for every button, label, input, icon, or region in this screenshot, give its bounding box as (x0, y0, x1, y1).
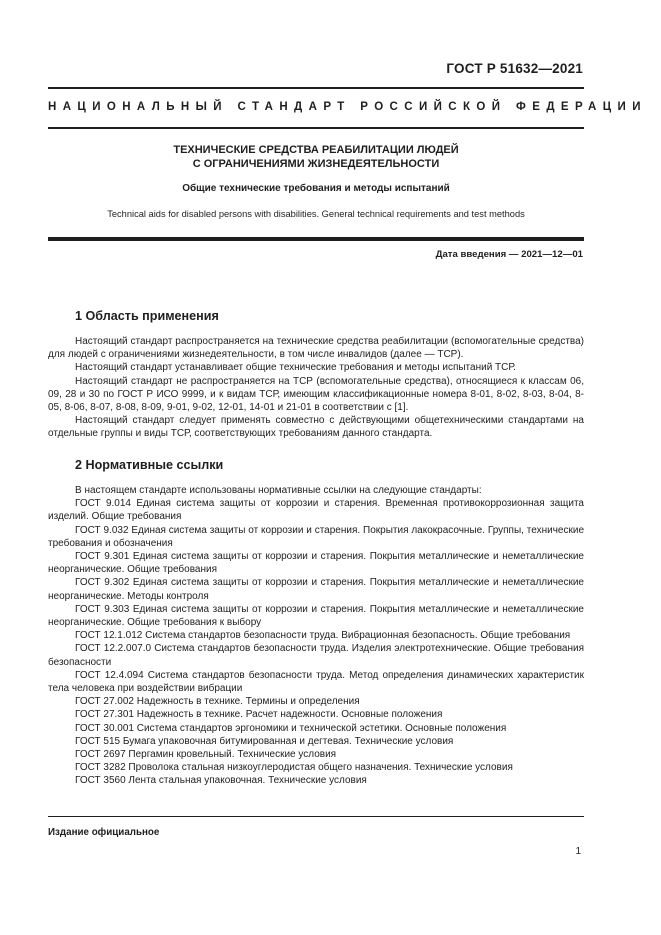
reference-item: ГОСТ 9.303 Единая система защиты от коррозии и старения. Покрытия металлические и неметаллические неорганические. Общие требования к выбору (48, 603, 584, 629)
middle-rule (48, 127, 584, 129)
page-number: 1 (575, 846, 581, 857)
section-1-body (48, 335, 584, 441)
paragraph: Настоящий стандарт устанавливает общие технические требования и методы испытаний ТСР. (75, 362, 516, 374)
section-2-body (48, 484, 584, 788)
introduction-date: Дата введения — 2021—12—01 (435, 249, 583, 260)
reference-item: ГОСТ 2697 Пергамин кровельный. Технические условия (75, 749, 337, 761)
reference-item: ГОСТ 9.302 Единая система защиты от коррозии и старения. Покрытия металлические и неметаллические неорганические. Методы контроля (48, 577, 584, 602)
national-standard-heading: НАЦИОНАЛЬНЫЙ СТАНДАРТ РОССИЙСКОЙ ФЕДЕРАЦИИ (48, 101, 647, 113)
title-line-1: ТЕХНИЧЕСКИЕ СРЕДСТВА РЕАБИЛИТАЦИИ ЛЮДЕЙ (173, 144, 459, 156)
paragraph: Настоящий стандарт не распространяется на ТСР (вспомогательные средства), относящиеся к классам 06, 09, 28 и 30 по ГОСТ Р ИСО 9999, и к видам ТСР, имеющим классификационные номера 8-01, 8-02, 8-03, 8-04, 8-05, 8-06, 8-07, 8-08, 8-09, 9-01, 9-02, 12-01, 14-01 и 21-01 в соответствии с [1]. (48, 375, 584, 414)
reference-item: ГОСТ 12.2.007.0 Система стандартов безопасности труда. Изделия электротехнические. Общие требования безопасности (48, 643, 584, 668)
reference-item: ГОСТ 9.032 Единая система защиты от коррозии и старения. Покрытия лакокрасочные. Группы, технические требования и обозначения (48, 524, 584, 549)
reference-item: ГОСТ 9.014 Единая система защиты от коррозии и старения. Временная противокоррозионная защита изделий. Общие требования (48, 498, 584, 523)
section-1-heading: 1 Область применения (75, 309, 219, 323)
reference-item: ГОСТ 3282 Проволока стальная низкоуглеродистая общего назначения. Технические условия (75, 762, 513, 774)
reference-item: ГОСТ 30.001 Система стандартов эргономики и технической эстетики. Основные положения (75, 722, 507, 734)
footer-rule (48, 816, 584, 817)
reference-item: ГОСТ 9.301 Единая система защиты от коррозии и старения. Покрытия металлические и неметаллические неорганические. Общие требования (48, 551, 584, 576)
thick-rule (48, 237, 584, 241)
title-line-2: С ОГРАНИЧЕНИЯМИ ЖИЗНЕДЕЯТЕЛЬНОСТИ (192, 158, 440, 170)
reference-item: ГОСТ 27.002 Надежность в технике. Термины и определения (75, 696, 360, 708)
reference-item: ГОСТ 27.301 Надежность в технике. Расчет надежности. Основные положения (75, 709, 443, 721)
section-2-heading: 2 Нормативные ссылки (75, 458, 224, 472)
document-title (48, 143, 584, 171)
paragraph: Настоящий стандарт распространяется на технические средства реабилитации (вспомогательные средства) для людей с ограничениями жизнедеятельности, в том числе инвалидов (далее — ТСР). (48, 336, 584, 361)
references-intro: В настоящем стандарте использованы нормативные ссылки на следующие стандарты: (75, 485, 482, 496)
reference-item: ГОСТ 12.1.012 Система стандартов безопасности труда. Вибрационная безопасность. Общие требования (75, 630, 571, 642)
document-subtitle: Общие технические требования и методы испытаний (182, 183, 450, 194)
official-edition-label: Издание официальное (48, 827, 160, 838)
document-code: ГОСТ Р 51632—2021 (446, 61, 583, 76)
references-list (48, 497, 584, 787)
reference-item: ГОСТ 12.4.094 Система стандартов безопасности труда. Метод определения динамических характеристик тела человека при воздействии вибрации (48, 669, 584, 695)
reference-item: ГОСТ 515 Бумага упаковочная битумированная и дегтевая. Технические условия (75, 735, 454, 747)
paragraph: Настоящий стандарт следует применять совместно с действующими общетехническими стандартами на отдельные группы и виды ТСР, соответствующих требованиям данного стандарта. (48, 415, 584, 440)
reference-item: ГОСТ 3560 Лента стальная упаковочная. Технические условия (75, 775, 367, 787)
english-title: Technical aids for disabled persons with disabilities. General technical requirements and test methods (107, 209, 525, 219)
top-rule (48, 87, 584, 89)
